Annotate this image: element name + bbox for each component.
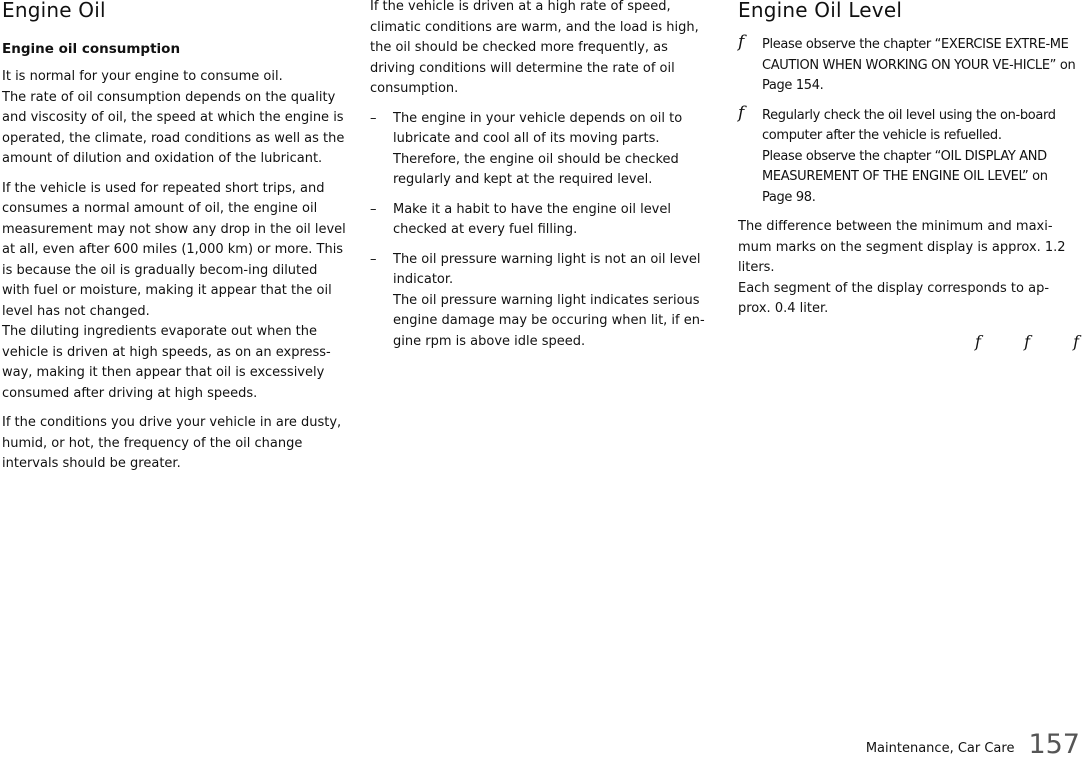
column-engine-oil-level (738, 0, 1081, 351)
list-item (370, 109, 715, 191)
end-symbol-icon: f (975, 331, 981, 351)
note-item (738, 32, 1081, 97)
page-number: 157 (1028, 729, 1080, 760)
list-item-text: Make it a habit to have the engine oil level checked at every fuel filling. (393, 201, 671, 237)
section-title-engine-oil: Engine Oil (2, 0, 106, 22)
list-item (370, 250, 715, 353)
paragraph-short-trips: If the vehicle is used for repeated short trips, and consumes a normal amount of oil, the engine oil measurement may not show any drop in the oil level at all, even after 600 miles (1,000 km) or more. This is because the oil is gradually becom-ing diluted with fuel or moisture, making it appear that the oil level has not changed. The diluting ingredients evaporate out when the vehicle is driven at high speeds, as on an express-way, making it then appear that oil is excessively consumed after driving at high speeds. (2, 180, 346, 401)
note-item (738, 102, 1081, 209)
section-title-engine-oil-level: Engine Oil Level (738, 0, 903, 22)
footer-section-title: Maintenance, Car Care (865, 741, 1015, 756)
end-symbol-icon: f (1024, 331, 1030, 351)
list-item (370, 200, 715, 241)
notes-list (738, 32, 1081, 208)
column-oil-checking (370, 0, 715, 361)
note-symbol-icon: f (738, 32, 745, 52)
dash-bullet: – (370, 110, 377, 126)
subheading-oil-consumption: Engine oil consumption (2, 41, 181, 57)
dash-list (370, 109, 715, 353)
list-item-text: The engine in your vehicle depends on oil to lubricate and cool all of its moving parts. Therefore, the engine oil should be checked regularly and kept at the required level. (393, 110, 683, 187)
paragraph-high-speed: If the vehicle is driven at a high rate of speed, climatic conditions are warm, and the load is high, the oil should be checked more frequently, as driving conditions will determine the rate of oil consumption. (370, 0, 699, 96)
page-footer (865, 728, 1080, 760)
end-symbol-icon: f (1073, 331, 1079, 351)
list-item-text: The oil pressure warning light is not an oil level indicator. The oil pressure warning light indicates serious engine damage may be occuring when lit, if en-gine rpm is above idle speed. (393, 251, 705, 349)
paragraph-segment-display: The difference between the minimum and maxi-mum marks on the segment display is approx. 1.2 liters. Each segment of the display corresponds to ap-prox. 0.4 liter. (738, 219, 1066, 316)
column-engine-oil (2, 0, 348, 484)
dash-bullet: – (370, 251, 377, 267)
dash-bullet: – (370, 201, 377, 217)
note-text: Please observe the chapter “EXERCISE EXTRE-ME CAUTION WHEN WORKING ON YOUR VE-HICLE” on Page 154. (762, 37, 1076, 93)
end-of-section-symbols (738, 332, 1081, 351)
note-symbol-icon: f (738, 102, 745, 123)
paragraph-normal-consumption: It is normal for your engine to consume oil. The rate of oil consumption depends on the quality and viscosity of oil, the speed at which the engine is operated, the climate, road conditions as well as the amount of dilution and oxidation of the lubricant. (2, 69, 345, 166)
note-text: Regularly check the oil level using the on-board computer after the vehicle is refuelled. Please observe the chapter “OIL DISPLAY AND MEASUREMENT OF THE ENGINE OIL LEVEL” on Page 98. (762, 107, 1056, 205)
paragraph-dusty-conditions: If the conditions you drive your vehicle in are dusty, humid, or hot, the frequency of the oil change intervals should be greater. (2, 415, 342, 471)
